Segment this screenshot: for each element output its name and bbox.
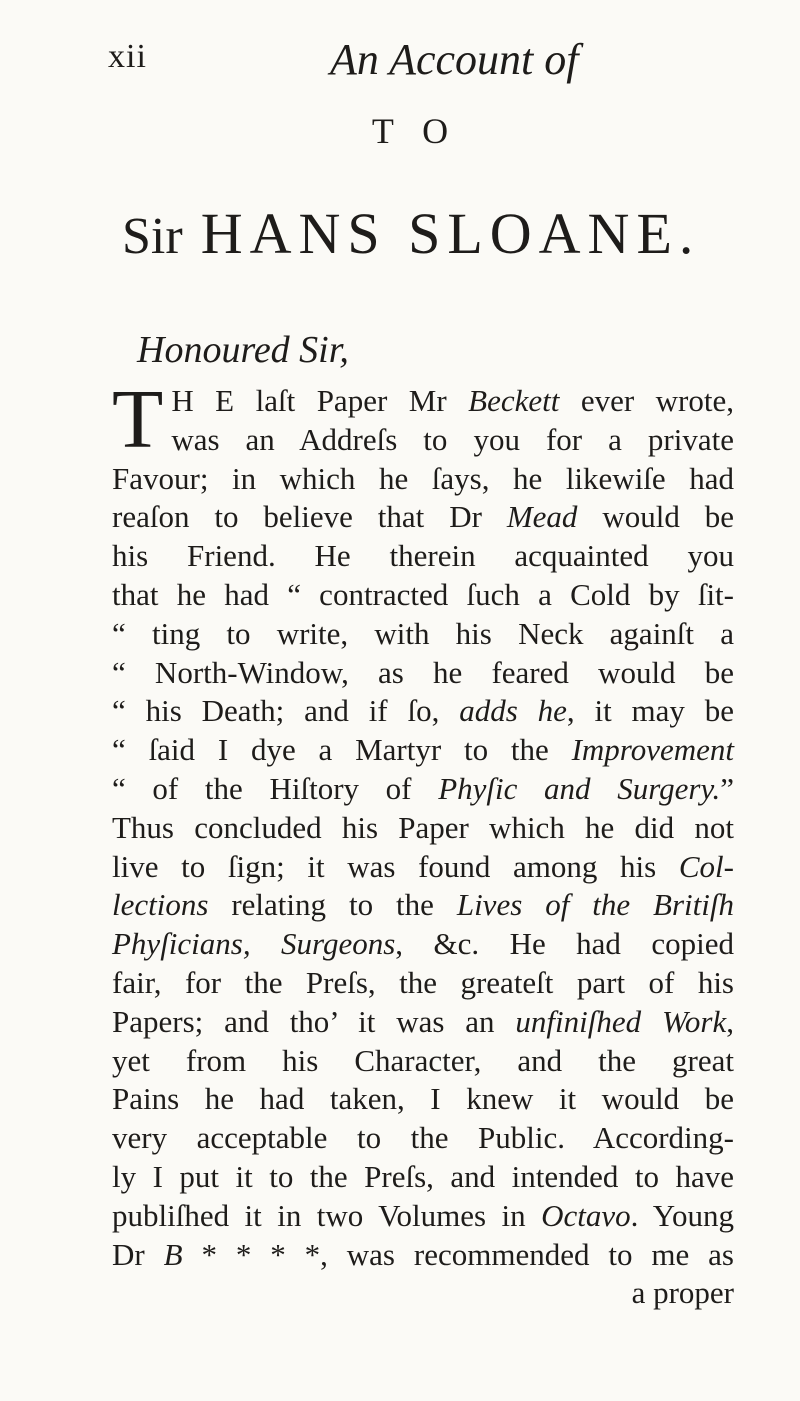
body-text-segment: was an Addreſs to you for a private	[171, 421, 734, 457]
body-text-segment: “ North-Window, as he feared would be	[112, 654, 734, 690]
body-lines	[112, 373, 735, 1274]
body-text-segment: H E laſt Paper Mr	[171, 383, 469, 418]
italic-text: Beckett	[468, 383, 560, 418]
body-text-segment: live to ſign; it was found among his	[112, 848, 679, 884]
italic-text: Mead	[506, 499, 578, 535]
italic-text: Col-	[678, 848, 734, 884]
body-text-segment: fair, for the Preſs, the greateſt part of his	[112, 964, 734, 1000]
body-line	[112, 886, 734, 925]
address-title: Sir	[122, 208, 183, 265]
italic-text: unfiniſhed Work	[515, 1003, 727, 1039]
body-line	[112, 615, 734, 654]
body-line	[112, 498, 734, 537]
body-line	[112, 731, 734, 770]
body-text-segment: “ ting to write, with his Neck againſt a	[112, 615, 734, 651]
body-text-segment: . Young	[630, 1197, 734, 1233]
drop-cap: T	[112, 373, 164, 466]
body-text-segment: ever wrote,	[559, 383, 734, 418]
page-number: xii	[108, 38, 147, 75]
body-line	[112, 460, 734, 499]
italic-text: B	[163, 1236, 183, 1272]
body-text-segment: reaſon to believe that Dr	[112, 499, 507, 535]
body-line	[112, 1119, 734, 1158]
italic-text: Improvement	[571, 732, 734, 768]
body-text-segment: , it may be	[566, 693, 734, 729]
body-line	[112, 421, 734, 460]
body-line	[112, 1197, 734, 1236]
body-line	[112, 654, 734, 693]
salutation: Honoured Sir,	[137, 329, 349, 371]
body-text-segment: ”	[720, 770, 735, 806]
body-line	[112, 925, 734, 964]
body-line	[112, 848, 734, 887]
body-line	[112, 1042, 734, 1081]
body-text-segment: very acceptable to the Public. According-	[112, 1120, 734, 1156]
body-text-segment: ly I put it to the Preſs, and intended to have	[112, 1158, 734, 1194]
italic-text: Phyſicians, Surgeons	[112, 926, 396, 962]
body-text-segment: his Friend. He therein acquainted you	[112, 538, 734, 574]
body-text-segment: * * * *, was recommended to me as	[182, 1236, 734, 1272]
body-text-segment: publiſhed it in two Volumes in	[112, 1197, 542, 1233]
body-text-segment: “ of the Hiſtory of	[112, 770, 439, 806]
body-line	[112, 382, 734, 421]
italic-text: adds he	[459, 693, 567, 729]
italic-text: Octavo	[541, 1197, 631, 1233]
letter-body	[112, 373, 735, 1313]
body-text-segment: , &c. He had copied	[395, 926, 734, 962]
dedication-address	[122, 200, 772, 267]
body-line	[112, 964, 734, 1003]
body-line	[112, 1003, 734, 1042]
body-line	[112, 1080, 734, 1119]
body-text-segment: “ ſaid I dye a Martyr to the	[112, 732, 572, 768]
body-line	[112, 576, 734, 615]
body-text-segment: Dr	[112, 1236, 164, 1272]
italic-text: lections	[112, 887, 209, 923]
page-header	[108, 35, 708, 98]
italic-text: Phyſic and Surgery.	[438, 770, 721, 806]
body-text-segment: that he had “ contracted ſuch a Cold by ſit-	[112, 576, 734, 612]
body-text-segment: would be	[577, 499, 734, 535]
body-text-segment: Papers; and tho’ it was an	[112, 1003, 516, 1039]
body-line	[112, 1236, 734, 1275]
body-line	[112, 1158, 734, 1197]
catchword: a proper	[631, 1275, 734, 1311]
addressee-name: HANS SLOANE.	[200, 201, 701, 266]
body-text-segment: Pains he had taken, I knew it would be	[112, 1081, 734, 1117]
body-text-segment: relating to the	[208, 887, 457, 923]
body-text-segment: Thus concluded his Paper which he did not	[112, 809, 734, 845]
running-title: An Account of	[330, 35, 579, 84]
body-text-segment: “ his Death; and if ſo,	[112, 693, 460, 729]
body-line	[112, 537, 734, 576]
body-line	[112, 770, 734, 809]
body-text-segment: Favour; in which he ſays, he likewiſe had	[112, 460, 734, 496]
body-line	[112, 692, 734, 731]
dedication-to: T O	[371, 111, 459, 151]
italic-text: Lives of the Britiſh	[456, 887, 734, 923]
body-text-segment: yet from his Character, and the great	[112, 1042, 734, 1078]
body-text-segment: ,	[726, 1003, 734, 1039]
body-line	[112, 809, 734, 848]
